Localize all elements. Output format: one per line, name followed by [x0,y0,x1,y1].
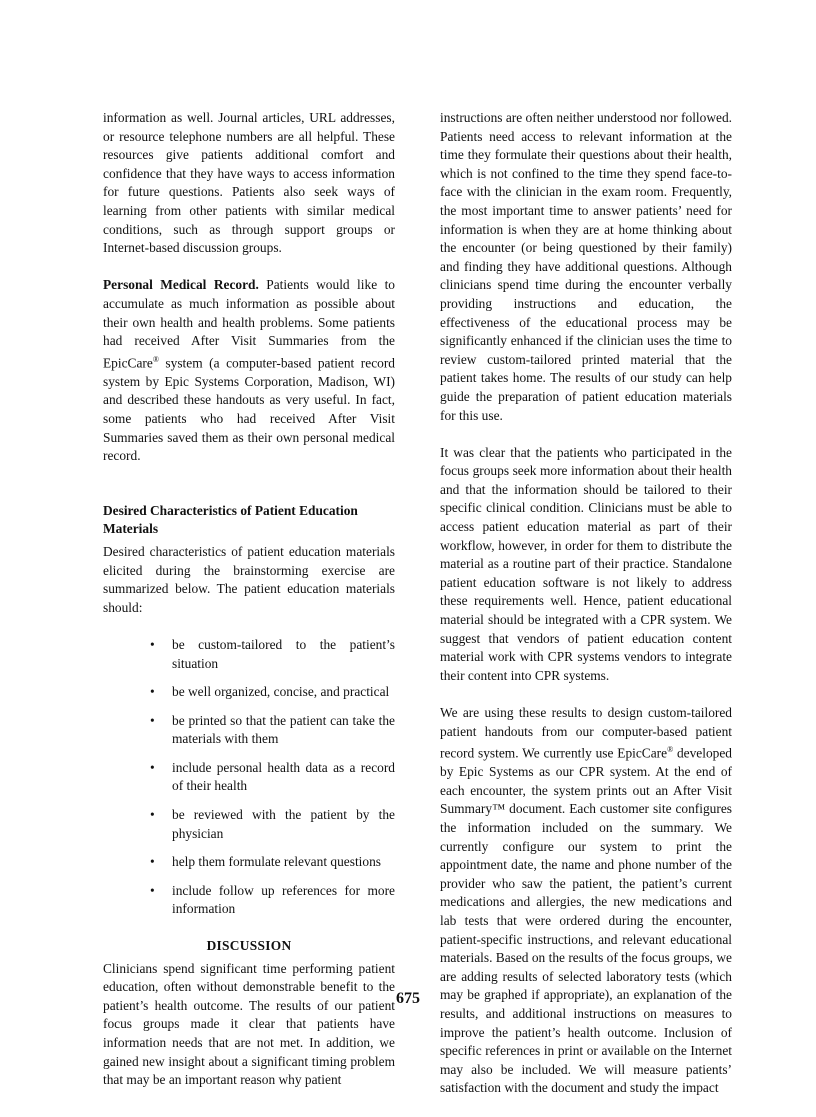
bullet-icon: • [150,684,155,700]
bullet-icon: • [150,807,155,823]
left-column [103,109,395,1108]
registered-mark: ® [667,745,674,755]
bullet-item [103,636,395,673]
registered-mark: ® [152,354,159,364]
bullet-text: be printed so that the patient can take the materials with them [172,712,395,747]
bullet-text: be well organized, concise, and practical [172,684,390,700]
run-in-heading: Personal Medical Record. [103,277,259,293]
paragraph: information as well. Journal articles, URL addresses, or resource telephone numbers are all helpful. These resources give patients additional comfort and confidence that they have ways to access information for future questions. Patients also seek ways of learning from other patients with similar medical conditions, such as through support groups or Internet-based discussion groups. [103,110,395,256]
bullet-item [103,759,395,796]
discussion-heading: DISCUSSION [206,938,292,954]
right-column [440,109,732,1117]
text: Patients would like to accumulate as much information as possible about their own health and health problems. Some patients had received After Visit Summaries from the EpicCare [103,277,396,371]
paragraph-personal-medical-record [103,276,395,465]
paragraph: Desired characteristics of patient education materials elicited during the brainstorming exercise are summarized below. The patient education materials should: [103,543,395,615]
bullet-icon: • [150,636,155,652]
bullet-list [103,636,395,919]
bullet-text: help them formulate relevant questions [172,854,381,870]
page-number: 675 [396,990,420,1007]
paragraph: It was clear that the patients who participated in the focus groups seek more information about their health and that the information should be tailored to their specific clinical condition. Clinicians must be able to access patient education material as part of their workflow, however, in order for them to distribute the material as a routine part of their practice. Standalone patient education software is not likely to address these requirements well. Hence, patient educational material should be integrated with a CPR system. We suggest that vendors of patient education content material work with CPR systems vendors to integrate their content into CPR systems. [440,444,732,683]
bullet-item [103,806,395,843]
bullet-text: be custom-tailored to the patient’s situation [172,636,395,671]
bullet-text: be reviewed with the patient by the physician [172,807,395,841]
text: developed by Epic Systems as our CPR system. At the end of each encounter, the system prints out an After Visit Summary™ document. Each customer site configures the information included on the summary. We currently configure our system to print the appointment date, the name and phone number of the provider who saw the patient, the patient’s current medications and allergies, the new medications and lab tests that were ordered during the encounter, patient-specific instructions, and relevant educational materials. Based on the results of the focus groups, we are adding results of selected laboratory tests (which may be graphed if appropriate), an explanation of the results, and additional instructions on measures to improve the patient’s health outcome. Inclusion of specific references in print or available on the Internet may also be included. We will measure patients’ satisfaction with the document and study the impact [440,745,732,1096]
bullet-icon: • [150,712,155,728]
bullet-item [103,853,395,872]
paragraph: Clinicians spend significant time performing patient education, often without demonstrable benefit to the patient’s health outcome. The results of our patient focus groups made it clear that patients have information needs that are not met. In addition, we gained new insight about a significant timing problem that may be an important reason why patient [103,960,395,1088]
bullet-item [103,882,395,919]
bullet-text: include follow up references for more information [172,882,395,917]
text: We are using these results to design custom-tailored patient handouts from our computer-based patient record system. We currently use EpicCare [440,705,732,761]
section-heading: Desired Characteristics of Patient Education Materials [103,502,358,537]
bullet-icon: • [150,854,155,870]
bullet-icon: • [150,882,155,898]
bullet-item [103,712,395,749]
bullet-text: include personal health data as a record of their health [172,759,395,794]
paragraph: instructions are often neither understood nor followed. Patients need access to relevant information at the time they formulate their questions about their health, which is not confined to the time they spend face-to-face with the clinician in the exam room. Frequently, the most important time to answer patients’ need for information is when they are at home thinking about the encounter (or being questioned by their family) and finding they have additional questions. Although clinicians spend time during the encounter verbally providing instructions and education, the effectiveness of the educational process may be significantly enhanced if the clinician uses the time to review custom-tailored printed material that the patient takes home. The results of our study can help guide the preparation of patient education materials for this use. [440,110,732,423]
text: system (a computer-based patient record system by Epic Systems Corporation, Madison, WI) and described these handouts as very useful. In fact, some patients who had received After Visit Summaries saved them as their own personal medical record. [103,355,395,464]
bullet-item [103,683,395,702]
paragraph [440,704,732,1098]
bullet-icon: • [150,759,155,775]
